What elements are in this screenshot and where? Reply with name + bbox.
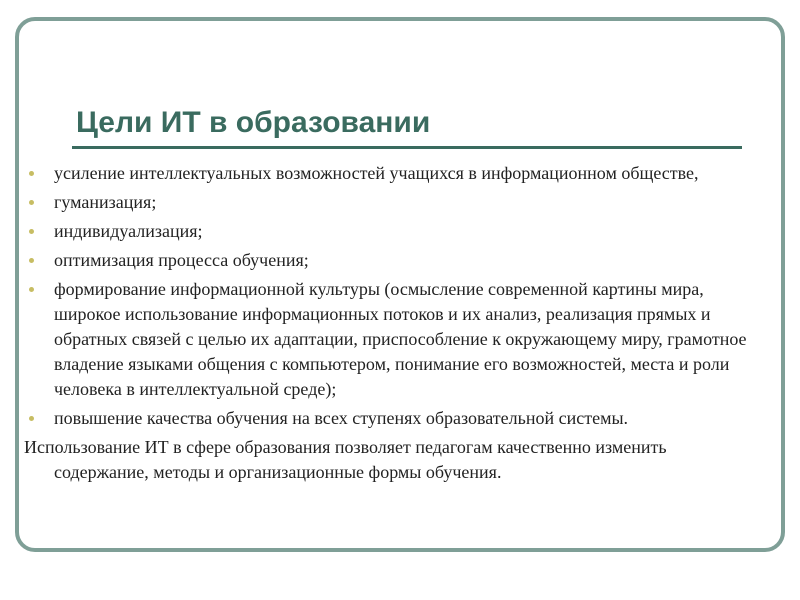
- summary-paragraph: Использование ИТ в сфере образования позволяет педагогам качественно изменить содержание, методы и организационные формы обучения.: [24, 437, 667, 482]
- bullet-item: [24, 406, 764, 431]
- bullet-item: [24, 277, 764, 402]
- bullet-item: [24, 219, 764, 244]
- bullet-item: [24, 190, 764, 215]
- bullet-text: повышение качества обучения на всех ступенях образовательной системы.: [54, 408, 629, 428]
- title-underline: [72, 146, 742, 149]
- bullet-text: оптимизация процесса обучения;: [54, 250, 309, 270]
- bullet-text: усиление интеллектуальных возможностей учащихся в информационном обществе,: [54, 163, 699, 183]
- bullet-item: [24, 161, 764, 186]
- bullet-item: [24, 248, 764, 273]
- bullet-dot-icon: [29, 200, 34, 205]
- bullet-dot-icon: [29, 171, 34, 176]
- bullet-dot-icon: [29, 229, 34, 234]
- bullet-text: формирование информационной культуры (осмысление современной картины мира, широкое использование информационных потоков и их анализ, реализация прямых и обратных связей с целью их адаптации, приспособление к окружающему миру, грамотное владение языками общения с компьютером, понимание его возможностей, места и роли человека в интеллектуальной среде);: [54, 279, 747, 399]
- bullet-dot-icon: [29, 258, 34, 263]
- slide-content: [24, 161, 764, 485]
- bullet-dot-icon: [29, 287, 34, 292]
- bullet-list: [24, 161, 764, 431]
- bullet-text: индивидуализация;: [54, 221, 203, 241]
- slide-title: Цели ИТ в образовании: [76, 106, 431, 139]
- bullet-text: гуманизация;: [54, 192, 157, 212]
- bullet-dot-icon: [29, 416, 34, 421]
